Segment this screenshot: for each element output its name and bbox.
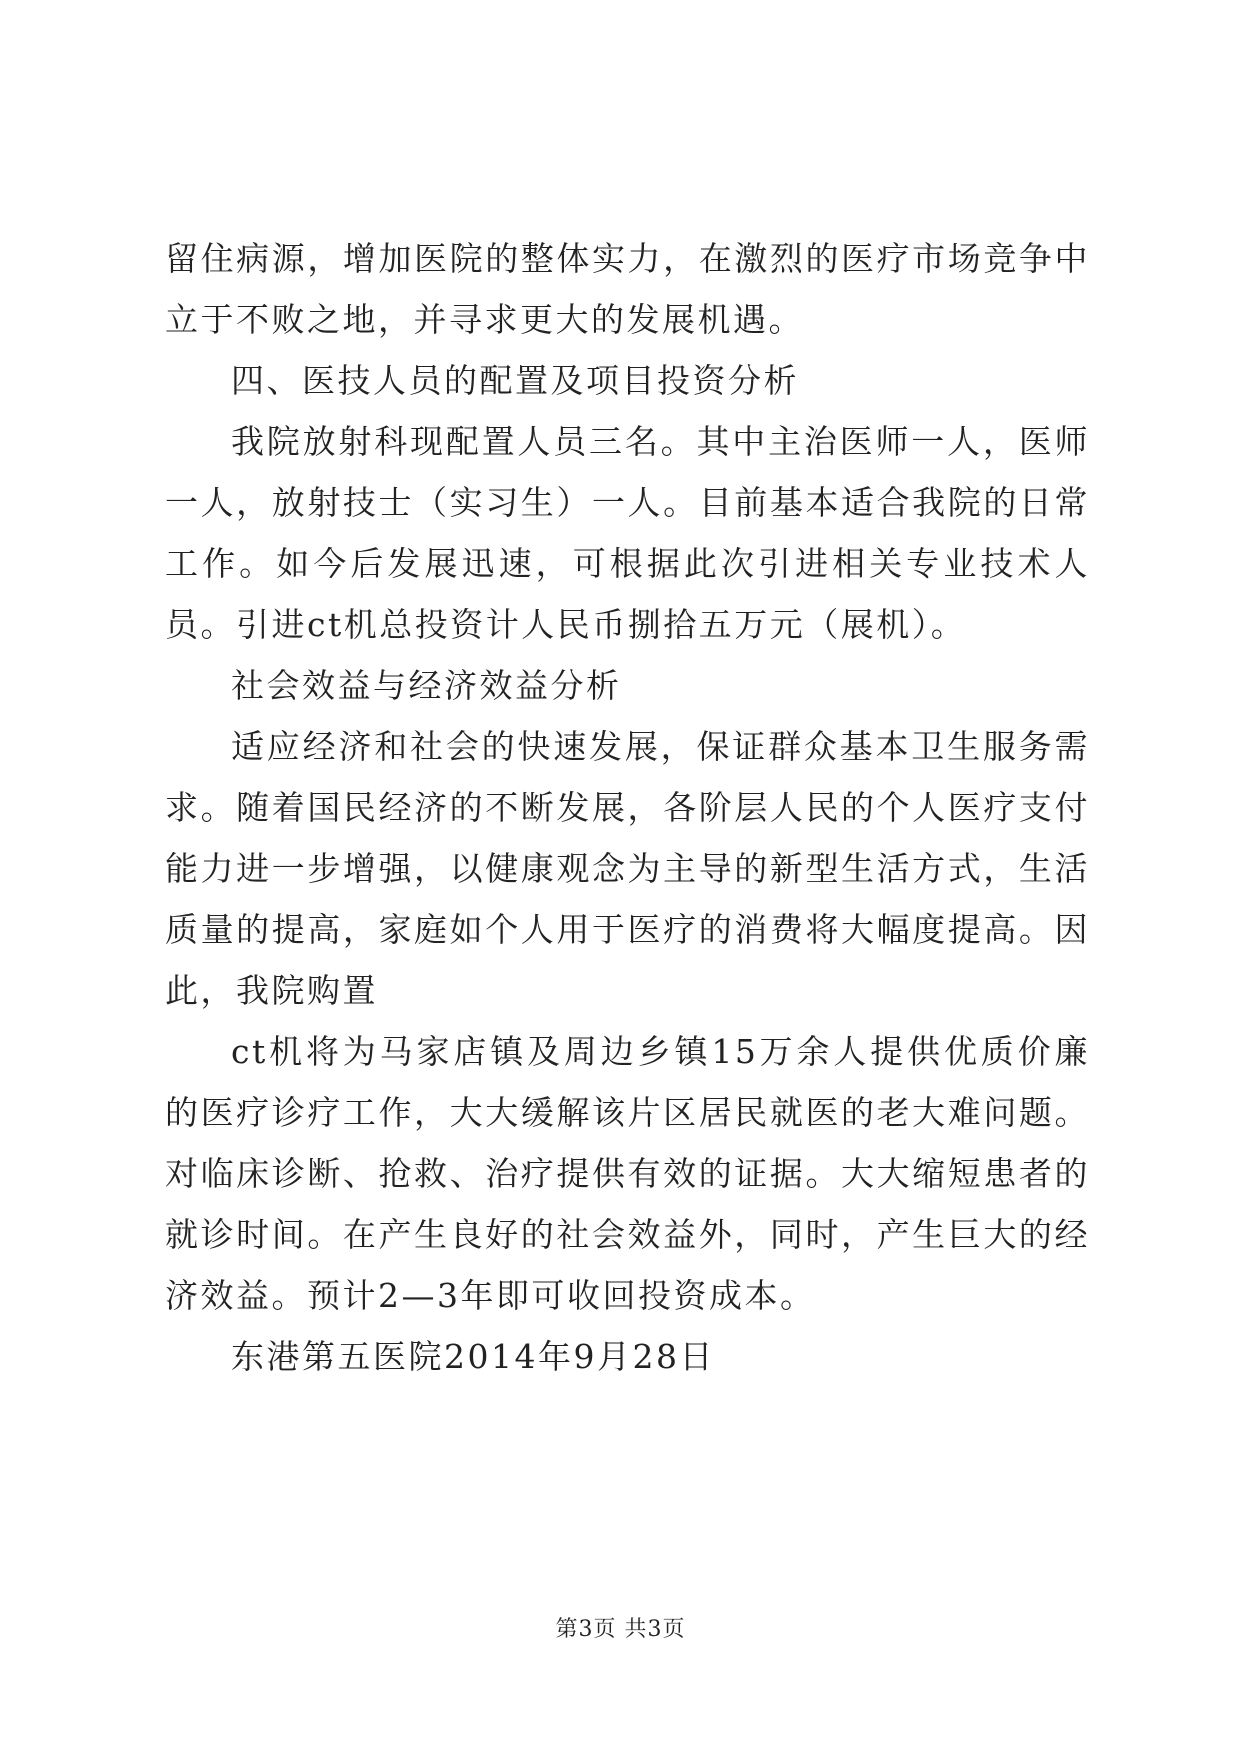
signature-date: 东港第五医院2014年9月28日 — [231, 1337, 715, 1376]
document-body — [165, 228, 1090, 1387]
paragraph-staffing: 我院放射科现配置人员三名。其中主治医师一人，医师一人，放射技士（实习生）一人。目前基本适合我院的日常工作。如今后发展迅速，可根据此次引进相关专业技术人员。引进ct机总投资计人民币捌拾五万元（展机）。 — [165, 422, 1090, 644]
section-heading-staffing: 四、医技人员的配置及项目投资分析 — [231, 361, 799, 400]
page-number: 第3页 共3页 — [555, 1617, 686, 1642]
paragraph-ct-impact: ct机将为马家店镇及周边乡镇15万余人提供优质价廉的医疗诊疗工作，大大缓解该片区居民就医的老大难问题。对临床诊断、抢救、治疗提供有效的证据。大大缩短患者的就诊时间。在产生良好的社会效益外，同时，产生巨大的经济效益。预计2—3年即可收回投资成本。 — [165, 1032, 1090, 1315]
section-heading-benefits: 社会效益与经济效益分析 — [231, 666, 622, 705]
paragraph-benefits: 适应经济和社会的快速发展，保证群众基本卫生服务需求。随着国民经济的不断发展，各阶层人民的个人医疗支付能力进一步增强，以健康观念为主导的新型生活方式，生活质量的提高，家庭如个人用于医疗的消费将大幅度提高。因此，我院购置 — [165, 727, 1090, 1010]
paragraph-continuation: 留住病源，增加医院的整体实力，在激烈的医疗市场竞争中立于不败之地，并寻求更大的发展机遇。 — [165, 239, 1090, 339]
